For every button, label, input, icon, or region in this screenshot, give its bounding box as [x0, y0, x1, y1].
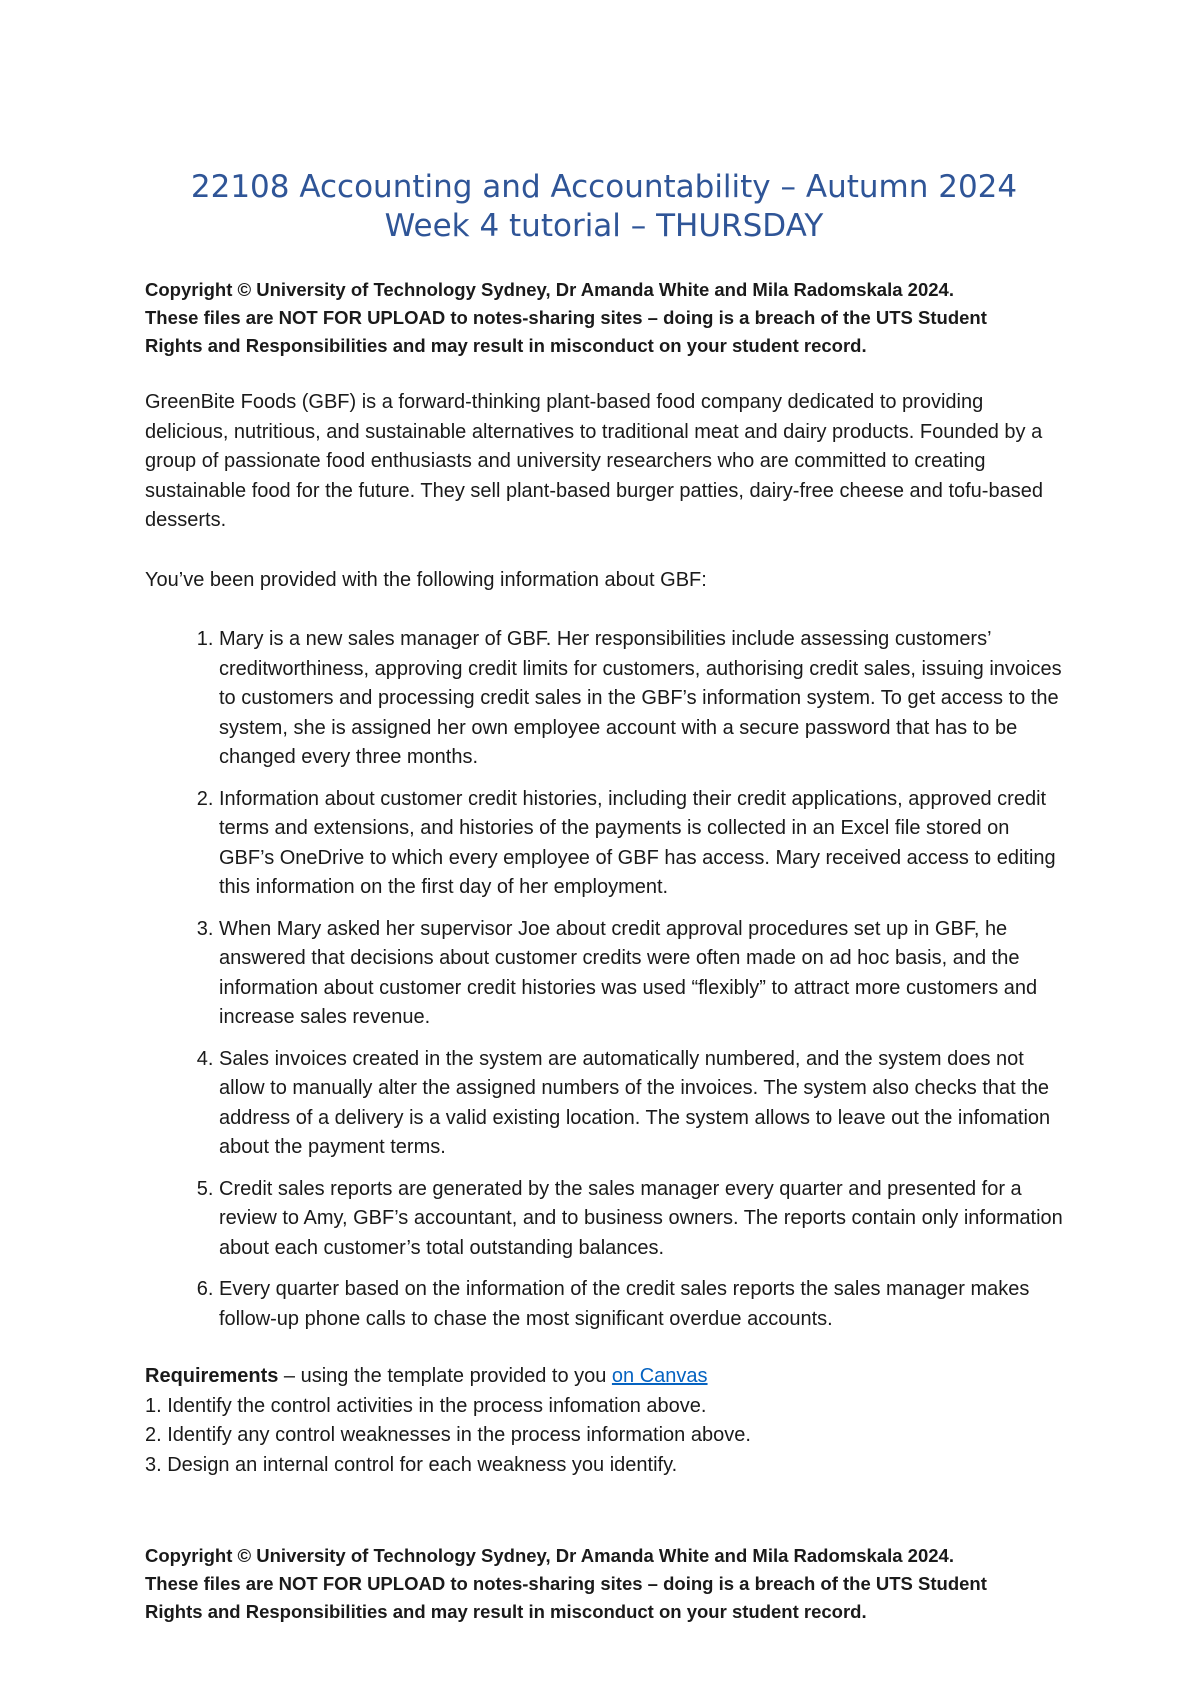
intro-paragraph: GreenBite Foods (GBF) is a forward-thinking plant-based food company dedicated to providing delicious, nutritious, and sustainable alternatives to traditional meat and dairy products. Founded by a group of passionate food enthusiasts and university researchers who are committed to creating sustainable food for the future. They sell plant-based burger patties, dairy-free cheese and tofu-based desserts.	[145, 391, 1043, 531]
requirement-item: 1. Identify the control activities in the process infomation above.	[145, 1394, 707, 1417]
page-title	[145, 168, 1063, 246]
requirement-item: 3. Design an internal control for each weakness you identify.	[145, 1453, 678, 1476]
title-line-1: 22108 Accounting and Accountability – Autumn 2024	[190, 169, 1018, 205]
list-item: 5. Credit sales reports are generated by the sales manager every quarter and presented for a review to Amy, GBF’s accountant, and to business owners. The reports contain only information about each customer’s total outstanding balances.	[219, 1175, 1063, 1264]
information-list	[145, 625, 1063, 1334]
list-item: 1. Mary is a new sales manager of GBF. Her responsibilities include assessing customers’ creditworthiness, approving credit limits for customers, authorising credit sales, issuing invoices to customers and processing credit sales in the GBF’s information system. To get access to the system, she is assigned her own employee account with a secure password that has to be changed every three months.	[219, 625, 1063, 773]
list-item: 4. Sales invoices created in the system are automatically numbered, and the system does not allow to manually alter the assigned numbers of the invoices. The system also checks that the address of a delivery is a valid existing location. The system allows to leave out the infomation about the payment terms.	[219, 1045, 1063, 1163]
copyright-line-1: Copyright © University of Technology Sydney, Dr Amanda White and Mila Radomskala 2024.	[145, 279, 954, 300]
copyright-notice-top	[145, 276, 1063, 360]
list-item: 3. When Mary asked her supervisor Joe about credit approval procedures set up in GBF, he answered that decisions about customer credits were often made on ad hoc basis, and the information about customer credit histories was used “flexibly” to attract more customers and increase sales revenue.	[219, 915, 1063, 1033]
requirements-title: Requirements	[145, 1365, 279, 1387]
copyright-line-2: These files are NOT FOR UPLOAD to notes-sharing sites – doing is a breach of the UTS Student	[145, 1573, 987, 1594]
requirements-heading	[145, 1362, 1063, 1392]
copyright-notice-bottom	[145, 1542, 1063, 1626]
canvas-link[interactable]: on Canvas	[611, 1365, 708, 1387]
requirements-text: – using the template provided to you	[278, 1365, 612, 1387]
copyright-line-1: Copyright © University of Technology Sydney, Dr Amanda White and Mila Radomskala 2024.	[145, 1545, 954, 1566]
requirements-section	[145, 1362, 1063, 1480]
list-item: 2. Information about customer credit histories, including their credit applications, approved credit terms and extensions, and histories of the payments is collected in an Excel file stored on GBF’s OneDrive to which every employee of GBF has access. Mary received access to editing this information on the first day of her employment.	[219, 785, 1063, 903]
lead-in-paragraph: You’ve been provided with the following information about GBF:	[145, 568, 707, 591]
copyright-line-3: Rights and Responsibilities and may result in misconduct on your student record.	[145, 1601, 867, 1622]
copyright-line-2: These files are NOT FOR UPLOAD to notes-sharing sites – doing is a breach of the UTS Student	[145, 307, 987, 328]
list-item: 6. Every quarter based on the information of the credit sales reports the sales manager makes follow-up phone calls to chase the most significant overdue accounts.	[219, 1275, 1063, 1334]
title-line-2: Week 4 tutorial – THURSDAY	[384, 208, 824, 244]
copyright-line-3: Rights and Responsibilities and may result in misconduct on your student record.	[145, 335, 867, 356]
document-page	[145, 168, 1063, 1626]
requirement-item: 2. Identify any control weaknesses in the process information above.	[145, 1424, 751, 1446]
